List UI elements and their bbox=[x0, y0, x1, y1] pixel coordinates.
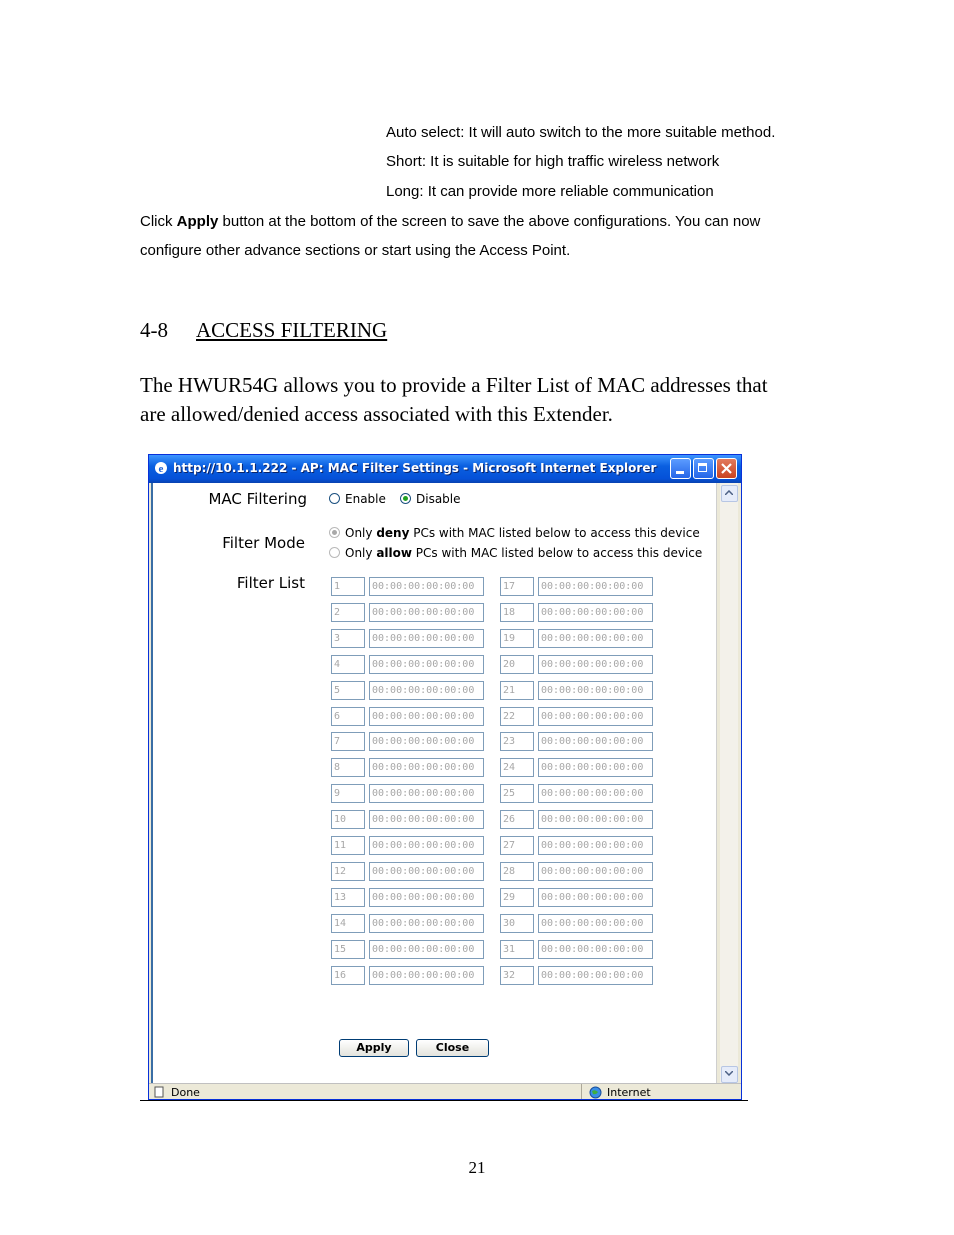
svg-text:e: e bbox=[158, 463, 164, 475]
allow-keyword: allow bbox=[376, 546, 412, 560]
filter-index-field[interactable]: 28 bbox=[500, 862, 534, 881]
filter-index-field[interactable]: 15 bbox=[331, 940, 365, 959]
page-icon bbox=[153, 1086, 165, 1098]
short-line: Short: It is suitable for high traffic wireless network bbox=[386, 153, 720, 170]
close-icon bbox=[721, 463, 732, 474]
filter-mac-field[interactable]: 00:00:00:00:00:00 bbox=[538, 732, 653, 751]
filter-index-field[interactable]: 27 bbox=[500, 836, 534, 855]
filter-index-field[interactable]: 8 bbox=[331, 758, 365, 777]
mac-filtering-disable-option[interactable] bbox=[400, 492, 461, 506]
filter-mac-field[interactable]: 00:00:00:00:00:00 bbox=[538, 966, 653, 985]
browser-window bbox=[148, 454, 742, 1100]
filter-index-field[interactable]: 23 bbox=[500, 732, 534, 751]
filter-index-field[interactable]: 24 bbox=[500, 758, 534, 777]
enable-label: Enable bbox=[345, 492, 386, 506]
intro-line-2: are allowed/denied access associated with this Extender. bbox=[140, 402, 613, 426]
filter-index-field[interactable]: 11 bbox=[331, 836, 365, 855]
filter-mac-field[interactable]: 00:00:00:00:00:00 bbox=[538, 784, 653, 803]
intro-line-1: The HWUR54G allows you to provide a Filter List of MAC addresses that bbox=[140, 373, 768, 397]
filter-index-field[interactable]: 21 bbox=[500, 681, 534, 700]
filter-mac-field[interactable]: 00:00:00:00:00:00 bbox=[538, 810, 653, 829]
filter-mode-label: Filter Mode bbox=[222, 534, 305, 552]
filter-index-field[interactable]: 22 bbox=[500, 707, 534, 726]
close-window-button[interactable] bbox=[716, 458, 737, 479]
allow-label bbox=[345, 546, 702, 560]
filter-mac-field[interactable]: 00:00:00:00:00:00 bbox=[538, 758, 653, 777]
filter-index-field[interactable]: 12 bbox=[331, 862, 365, 881]
filter-mac-field[interactable]: 00:00:00:00:00:00 bbox=[369, 810, 484, 829]
page-content bbox=[151, 483, 717, 1083]
mac-filtering-enable-option[interactable] bbox=[329, 492, 386, 506]
maximize-button[interactable] bbox=[693, 458, 714, 479]
enable-radio[interactable] bbox=[329, 493, 340, 504]
chevron-up-icon bbox=[725, 490, 733, 495]
filter-index-field[interactable]: 19 bbox=[500, 629, 534, 648]
filter-index-field[interactable]: 18 bbox=[500, 603, 534, 622]
filter-mac-field[interactable]: 00:00:00:00:00:00 bbox=[369, 836, 484, 855]
filter-mac-field[interactable]: 00:00:00:00:00:00 bbox=[369, 862, 484, 881]
section-title: ACCESS FILTERING bbox=[196, 318, 388, 342]
filter-index-field[interactable]: 20 bbox=[500, 655, 534, 674]
status-bar bbox=[149, 1083, 741, 1100]
allow-radio[interactable] bbox=[329, 547, 340, 558]
apply-keyword: Apply bbox=[176, 213, 219, 230]
ie-logo-icon bbox=[154, 461, 168, 475]
clip-rule bbox=[140, 1100, 748, 1101]
filter-index-field[interactable]: 17 bbox=[500, 577, 534, 596]
filter-index-field[interactable]: 13 bbox=[331, 888, 365, 907]
filter-mac-field[interactable]: 00:00:00:00:00:00 bbox=[538, 836, 653, 855]
filter-list-label: Filter List bbox=[236, 574, 305, 592]
filter-mac-field[interactable]: 00:00:00:00:00:00 bbox=[369, 888, 484, 907]
mac-filtering-label: MAC Filtering bbox=[208, 490, 307, 508]
filter-index-field[interactable]: 1 bbox=[331, 577, 365, 596]
filter-mac-field[interactable]: 00:00:00:00:00:00 bbox=[369, 629, 484, 648]
click-suffix: button at the bottom of the screen to save the above configurations. You can now bbox=[218, 213, 761, 230]
filter-mac-field[interactable]: 00:00:00:00:00:00 bbox=[369, 966, 484, 985]
chevron-down-icon bbox=[725, 1071, 733, 1076]
filter-mac-field[interactable]: 00:00:00:00:00:00 bbox=[369, 758, 484, 777]
page-number: 21 bbox=[468, 1158, 486, 1177]
click-apply-line bbox=[140, 213, 760, 230]
filter-index-field[interactable]: 5 bbox=[331, 681, 365, 700]
allow-pre: Only bbox=[345, 546, 377, 560]
section-number: 4-8 bbox=[140, 318, 168, 342]
window-titlebar bbox=[149, 455, 741, 483]
filter-index-field[interactable]: 31 bbox=[500, 940, 534, 959]
filter-index-field[interactable]: 29 bbox=[500, 888, 534, 907]
click-prefix: Click bbox=[140, 213, 177, 230]
vertical-scrollbar[interactable] bbox=[719, 483, 738, 1083]
filter-mac-field[interactable]: 00:00:00:00:00:00 bbox=[369, 681, 484, 700]
filter-index-field[interactable]: 2 bbox=[331, 603, 365, 622]
filter-mode-allow-option[interactable] bbox=[329, 546, 702, 560]
filter-mac-field[interactable]: 00:00:00:00:00:00 bbox=[538, 940, 653, 959]
filter-mac-field[interactable]: 00:00:00:00:00:00 bbox=[538, 888, 653, 907]
filter-index-field[interactable]: 16 bbox=[331, 966, 365, 985]
minimize-button[interactable] bbox=[670, 458, 691, 479]
long-line: Long: It can provide more reliable communication bbox=[386, 183, 714, 200]
filter-mac-field[interactable]: 00:00:00:00:00:00 bbox=[369, 732, 484, 751]
filter-mac-field[interactable]: 00:00:00:00:00:00 bbox=[538, 681, 653, 700]
filter-mac-field[interactable]: 00:00:00:00:00:00 bbox=[369, 940, 484, 959]
filter-index-field[interactable]: 4 bbox=[331, 655, 365, 674]
zone-text: Internet bbox=[607, 1086, 651, 1099]
filter-index-field[interactable]: 14 bbox=[331, 914, 365, 933]
filter-mac-field[interactable]: 00:00:00:00:00:00 bbox=[538, 707, 653, 726]
status-text: Done bbox=[171, 1086, 200, 1099]
close-button[interactable]: Close bbox=[416, 1039, 489, 1057]
filter-mode-deny-option[interactable] bbox=[329, 526, 700, 540]
deny-post: PCs with MAC listed below to access this device bbox=[409, 526, 700, 540]
apply-button[interactable]: Apply bbox=[339, 1039, 409, 1057]
filter-mac-field[interactable]: 00:00:00:00:00:00 bbox=[369, 577, 484, 596]
filter-mac-field[interactable]: 00:00:00:00:00:00 bbox=[538, 655, 653, 674]
filter-index-field[interactable]: 10 bbox=[331, 810, 365, 829]
filter-index-field[interactable]: 25 bbox=[500, 784, 534, 803]
filter-mac-field[interactable]: 00:00:00:00:00:00 bbox=[538, 629, 653, 648]
filter-mac-field[interactable]: 00:00:00:00:00:00 bbox=[538, 577, 653, 596]
filter-mac-field[interactable]: 00:00:00:00:00:00 bbox=[538, 603, 653, 622]
configure-line: configure other advance sections or start using the Access Point. bbox=[140, 242, 571, 259]
filter-index-field[interactable]: 6 bbox=[331, 707, 365, 726]
window-title: http://10.1.1.222 - AP: MAC Filter Settings - Microsoft Internet Explorer bbox=[173, 461, 657, 475]
filter-mac-field[interactable]: 00:00:00:00:00:00 bbox=[369, 655, 484, 674]
disable-label: Disable bbox=[416, 492, 461, 506]
filter-index-field[interactable]: 32 bbox=[500, 966, 534, 985]
disable-radio[interactable] bbox=[400, 493, 411, 504]
filter-index-field[interactable]: 9 bbox=[331, 784, 365, 803]
section-heading bbox=[140, 318, 387, 343]
deny-pre: Only bbox=[345, 526, 377, 540]
filter-mac-field[interactable]: 00:00:00:00:00:00 bbox=[369, 707, 484, 726]
filter-mac-field[interactable]: 00:00:00:00:00:00 bbox=[538, 862, 653, 881]
filter-mac-field[interactable]: 00:00:00:00:00:00 bbox=[369, 914, 484, 933]
auto-select-line: Auto select: It will auto switch to the more suitable method. bbox=[386, 124, 776, 141]
filter-mac-field[interactable]: 00:00:00:00:00:00 bbox=[369, 603, 484, 622]
filter-index-field[interactable]: 26 bbox=[500, 810, 534, 829]
filter-index-field[interactable]: 3 bbox=[331, 629, 365, 648]
scroll-down-button[interactable] bbox=[721, 1066, 738, 1083]
scroll-up-button[interactable] bbox=[721, 485, 738, 502]
filter-mac-field[interactable]: 00:00:00:00:00:00 bbox=[369, 784, 484, 803]
deny-keyword: deny bbox=[376, 526, 410, 540]
filter-index-field[interactable]: 30 bbox=[500, 914, 534, 933]
status-divider bbox=[581, 1084, 582, 1100]
filter-index-field[interactable]: 7 bbox=[331, 732, 365, 751]
globe-icon bbox=[589, 1086, 602, 1099]
deny-label bbox=[345, 526, 700, 540]
filter-mac-field[interactable]: 00:00:00:00:00:00 bbox=[538, 914, 653, 933]
deny-radio[interactable] bbox=[329, 527, 340, 538]
allow-post: PCs with MAC listed below to access this device bbox=[411, 546, 703, 560]
